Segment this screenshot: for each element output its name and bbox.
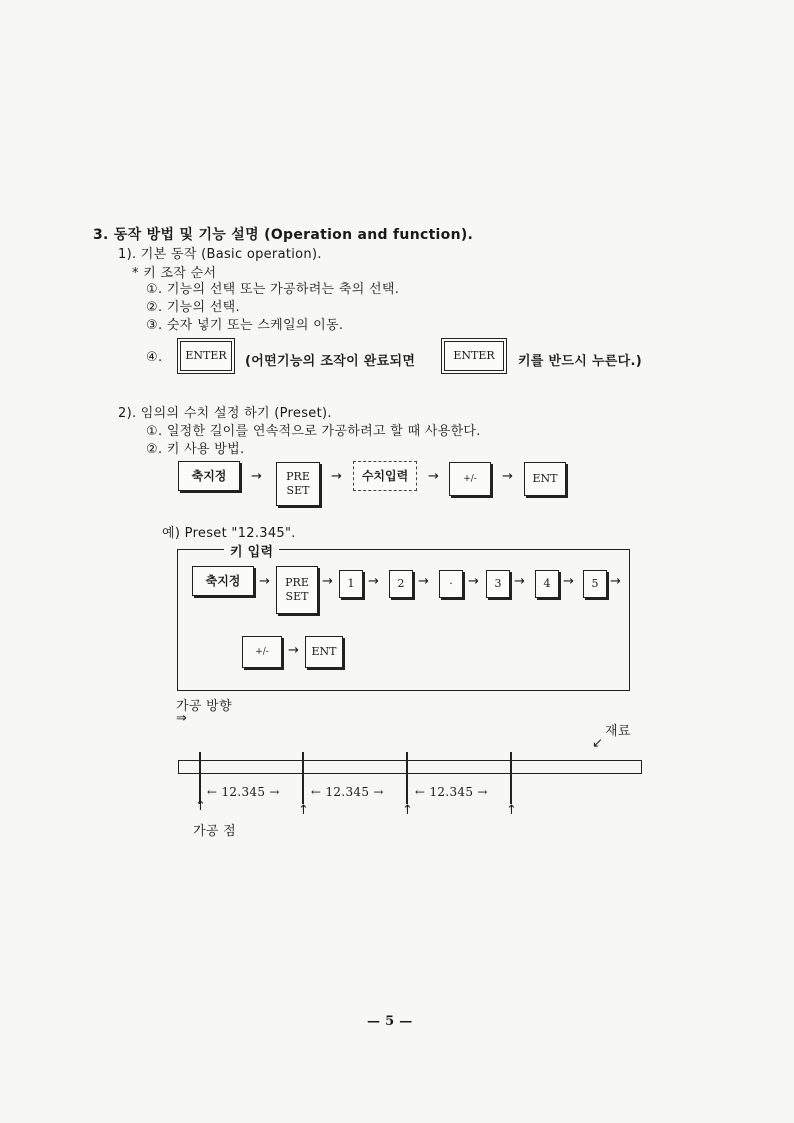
- preset-key-line-2: SET: [286, 484, 310, 497]
- flow-arrow: →: [331, 469, 342, 484]
- digit-key-2: 2: [389, 570, 413, 598]
- flow-arrow: →: [259, 574, 270, 589]
- machining-point-label: 가공 점: [193, 824, 237, 839]
- ent-key: ENT: [524, 462, 566, 496]
- direction-arrow: ⇒: [176, 711, 188, 726]
- step-4-number: ④.: [146, 350, 163, 365]
- subsection-2-title: 2). 임의의 수치 설정 하기 (Preset).: [118, 406, 332, 421]
- preset-step-1: ①. 일정한 길이를 연속적으로 가공하려고 할 때 사용한다.: [146, 424, 481, 439]
- subsection-1-title: 1). 기본 동작 (Basic operation).: [118, 247, 322, 262]
- flow-arrow: →: [418, 574, 429, 589]
- cut-line-2: [302, 752, 304, 804]
- cut-line-1: [199, 752, 201, 804]
- key-input-label: 키 입력: [224, 541, 279, 560]
- preset-key: [276, 566, 318, 614]
- flow-arrow: →: [502, 469, 513, 484]
- section-heading: 3. 동작 방법 및 기능 설명 (Operation and function).: [93, 227, 474, 243]
- sign-key: +/-: [449, 462, 491, 496]
- decimal-point-key: ·: [439, 570, 463, 598]
- segment-dimension-2: ← 12.345 →: [311, 785, 384, 799]
- flow-arrow: →: [514, 574, 525, 589]
- flow-arrow: →: [610, 574, 621, 589]
- material-pointer: ↙: [592, 736, 604, 751]
- preset-key-line-2: SET: [285, 590, 309, 603]
- ent-key: ENT: [305, 636, 343, 668]
- cut-line-3: [406, 752, 408, 804]
- preset-key: [276, 462, 320, 506]
- machining-point-arrow-4: ↑: [506, 803, 518, 818]
- material-label: 재료: [605, 724, 631, 739]
- machining-point-arrow-2: ↑: [298, 803, 310, 818]
- numeric-input-step: 수치입력: [353, 461, 417, 491]
- flow-arrow: →: [428, 469, 439, 484]
- example-label: 예) Preset "12.345".: [162, 526, 296, 541]
- key-order-bullet: * 키 조작 순서: [132, 266, 217, 281]
- preset-step-2: ②. 키 사용 방법.: [146, 442, 245, 457]
- step-4-tail: 키를 반드시 누른다.): [518, 354, 642, 369]
- flow-arrow: →: [563, 574, 574, 589]
- axis-select-key: 축지정: [192, 566, 254, 596]
- step-4-text: (어떤기능의 조작이 완료되면: [245, 354, 416, 369]
- digit-key-3: 3: [486, 570, 510, 598]
- step-1: ①. 기능의 선택 또는 가공하려는 축의 선택.: [146, 282, 400, 297]
- cut-line-4: [510, 752, 512, 804]
- digit-key-4: 4: [535, 570, 559, 598]
- axis-select-key: 축지정: [178, 461, 240, 491]
- workpiece-bar: [178, 760, 642, 774]
- flow-arrow: →: [468, 574, 479, 589]
- segment-dimension-3: ← 12.345 →: [415, 785, 488, 799]
- flow-arrow: →: [251, 469, 262, 484]
- machining-point-arrow-1: ↑: [195, 799, 207, 814]
- enter-key: ENTER: [177, 338, 235, 374]
- step-3: ③. 숫자 넣기 또는 스케일의 이동.: [146, 318, 344, 333]
- digit-key-5: 5: [583, 570, 607, 598]
- flow-arrow: →: [322, 574, 333, 589]
- flow-arrow: →: [288, 643, 299, 658]
- step-2: ②. 기능의 선택.: [146, 300, 240, 315]
- segment-dimension-1: ← 12.345 →: [207, 785, 280, 799]
- preset-key-line-1: PRE: [285, 576, 309, 589]
- digit-key-1: 1: [339, 570, 363, 598]
- flow-arrow: →: [368, 574, 379, 589]
- preset-key-line-1: PRE: [286, 470, 310, 483]
- sign-key: +/-: [242, 636, 282, 668]
- machining-point-arrow-3: ↑: [402, 803, 414, 818]
- enter-key-2: ENTER: [441, 338, 507, 374]
- machining-direction-label: 가공 방향: [176, 699, 232, 714]
- page-number: — 5 —: [367, 1014, 413, 1029]
